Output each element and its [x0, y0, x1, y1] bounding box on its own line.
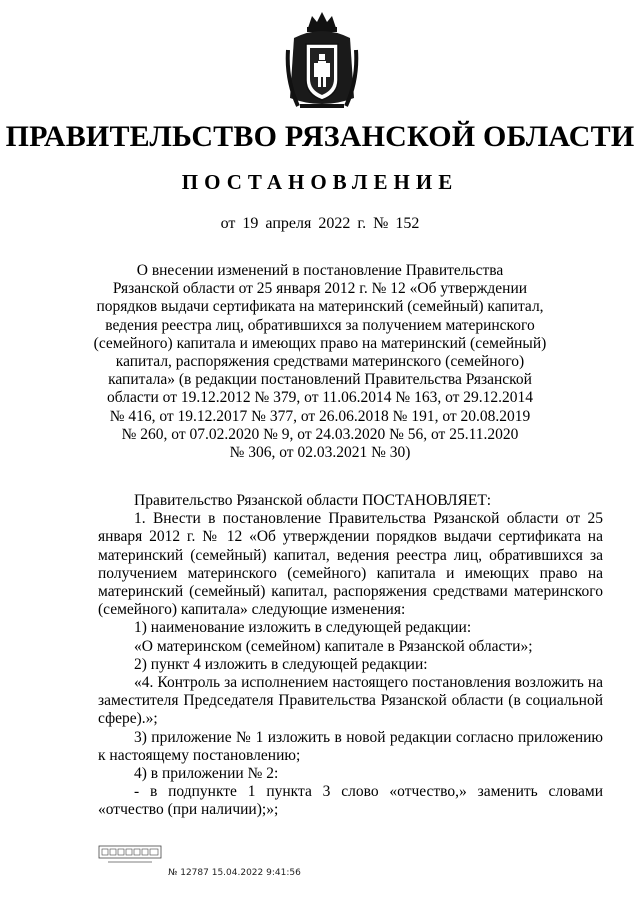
subject-line: области от 19.12.2012 № 379, от 11.06.2014 № 163, от 29.12.2014: [106, 389, 534, 407]
subject-line: № 306, от 02.03.2021 № 30): [229, 444, 411, 462]
paragraph: 3) приложение № 1 изложить в новой редакции согласно приложению к настоящему постановлению;: [98, 728, 603, 764]
subject-line: Рязанской области от 25 января 2012 г. № 12 «Об утверждении: [112, 280, 528, 298]
document-date-number: от 19 апреля 2022 г. № 152: [220, 215, 420, 232]
subject-line: капитал, распоряжения средствами материнского (семейного): [115, 353, 525, 371]
subject-line: № 260, от 07.02.2020 № 9, от 24.03.2020 № 56, от 25.11.2020: [121, 425, 519, 443]
paragraph: «О материнском (семейном) капитале в Рязанской области»;: [134, 637, 533, 655]
document-subject: [0, 262, 640, 462]
subject-line: капитала» (в редакции постановлений Правительства Рязанской: [108, 371, 532, 389]
subject-line: № 416, от 19.12.2017 № 377, от 26.06.2018 № 191, от 20.08.2019: [109, 407, 531, 425]
subject-line: (семейного) капитала и имеющих право на материнский (семейный): [93, 334, 547, 352]
preamble: Правительство Рязанской области ПОСТАНОВЛЯЕТ:: [134, 492, 492, 509]
subject-line: ведения реестра лиц, обратившихся за получением материнского: [105, 316, 535, 334]
registration-stamp-icon: [98, 843, 162, 865]
paragraph: 2) пункт 4 изложить в следующей редакции:: [134, 655, 428, 673]
paragraph: 1) наименование изложить в следующей редакции:: [134, 619, 472, 637]
paragraph: 1. Внести в постановление Правительства Рязанской области от 25 января 2012 г. № 12 «Об утверждении порядков выдачи сертификата на материнский (семейный) капитал, ведения реестра лиц, обратившихся за получением материнского (семейного) капитала и имеющих право на материнский (семейный) капитал, распоряжения средствами материнского (семейного) капитала» следующие изменения:: [98, 510, 603, 619]
coat-of-arms-emblem: [284, 10, 360, 114]
paragraph: - в подпункте 1 пункта 3 слово «отчество,» заменить словами «отчество (при наличии);»;: [98, 783, 603, 819]
registration-code: № 12787 15.04.2022 9:41:56: [168, 868, 301, 878]
document-type-heading: ПОСТАНОВЛЕНИЕ: [181, 170, 459, 194]
paragraph: 4) в приложении № 2:: [134, 765, 279, 783]
subject-line: О внесении изменений в постановление Правительства: [136, 262, 504, 279]
document-body: [98, 492, 603, 820]
paragraph: «4. Контроль за исполнением настоящего постановления возложить на заместителя Председателя Правительства Рязанской области (в социальной сфере).»;: [98, 674, 603, 728]
subject-line: порядков выдачи сертификата на материнский (семейный) капитал,: [96, 298, 544, 316]
government-title: ПРАВИТЕЛЬСТВО РЯЗАНСКОЙ ОБЛАСТИ: [5, 120, 635, 153]
